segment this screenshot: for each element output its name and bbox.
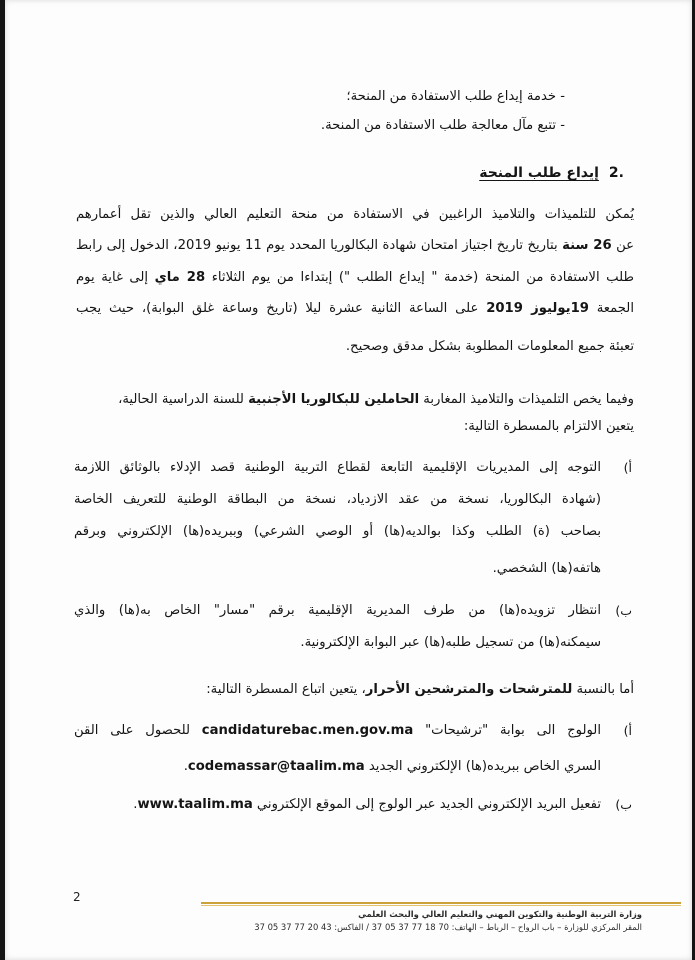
para1-line4: الجمعة 19يوليوز 2019 على الساعة الثانية عشرة ليلا (تاريخ وساعة غلق البوابة)، حيث يجب <box>76 301 634 316</box>
para1-line1: يُمكن للتلميذات والتلاميذ الراغبين في الاستفادة من منحة التعليم العالي والذين تقل أعمارهم <box>76 207 634 222</box>
para3-line1: أما بالنسبة للمترشحات والمترشحين الأحرار، يتعين اتباع المسطرة التالية: <box>206 682 634 697</box>
taalim-site-link[interactable]: www.taalim.ma <box>137 797 253 812</box>
list2-a-line1: الولوج الى بوابة "ترشيحات" candidaturebac.men.gov.ma للحصول على القن <box>74 723 601 738</box>
list2-marker-a: أ) <box>623 723 632 738</box>
candidature-portal-link[interactable]: candidaturebac.men.gov.ma <box>201 723 414 738</box>
list1-a-line2: (شهادة البكالوريا، نسخة من عقد الازدياد، نسخة من البطاقة الوطنية للتعريف الخاصة <box>74 492 601 507</box>
section-title: إيداع طلب المنحة <box>479 165 599 181</box>
footer-rule <box>201 902 681 904</box>
para1-line2: عن 26 سنة بتاريخ تاريخ اجتياز امتحان شهادة البكالوريا المحدد يوم 11 يونيو 2019، الدخول إلى رابط <box>76 238 634 253</box>
list1-b-line1: انتظار تزويده(ها) من طرف المديرية الإقليمية برقم "مسار" الخاص به(ها) والذي <box>74 603 601 618</box>
list1-a-line4: هاتفه(ها) الشخصي. <box>492 561 601 576</box>
service-item-deposit: - خدمة إيداع طلب الاستفادة من المنحة؛ <box>346 89 565 104</box>
para1-line5: تعبئة جميع المعلومات المطلوبة بشكل مدقق وصحيح. <box>345 339 634 354</box>
list1-b-line2: سيمكنه(ها) من تسجيل طلبه(ها) عبر البوابة الإلكترونية. <box>300 635 601 650</box>
list1-a-line3: بصاحب (ة) الطلب وكذا بوالديه(ها) أو الوصي الشرعي) وببريده(ها) الإلكتروني وبرقم <box>74 524 601 539</box>
section-number: .2 <box>608 165 624 181</box>
footer-rule-thin <box>201 905 681 906</box>
footer-address: المقر المركزي للوزارة – باب الرواح – الرباط – الهاتف: 70 18 77 37 05 37 / الفاكس: 43 20 77 37 05 37 <box>254 922 642 932</box>
footer-ministry: وزارة التربية الوطنية والتكوين المهني والتعليم العالي والبحث العلمي <box>358 909 642 919</box>
list2-a-line2: السري الخاص ببريده(ها) الإلكتروني الجديد codemassar@taalim.ma. <box>183 759 601 774</box>
end-date: 19يوليوز 2019 <box>486 301 589 316</box>
free-candidates: للمترشحات والمترشحين الأحرار <box>365 682 573 697</box>
foreign-bac-holders: الحاملين للبكالوريا الأجنبية <box>248 392 420 407</box>
start-date: 28 ماي <box>154 270 206 285</box>
page-number: 2 <box>73 890 81 904</box>
document-page <box>5 0 692 960</box>
section-heading <box>479 164 624 182</box>
codemassar-email[interactable]: codemassar@taalim.ma <box>187 759 365 774</box>
para1-line3: طلب الاستفادة من المنحة (خدمة " إيداع الطلب ") إبتداءا من يوم الثلاثاء 28 ماي إلى غاية يوم <box>76 270 634 285</box>
para2-line1: وفيما يخص التلميذات والتلاميذ المغاربة الحاملين للبكالوريا الأجنبية للسنة الدراسية الحالية، <box>118 392 634 407</box>
list1-a-line1: التوجه إلى المديريات الإقليمية التابعة لقطاع التربية الوطنية قصد الإدلاء بالوثائق اللازمة <box>74 460 601 475</box>
list1-marker-b: ب) <box>615 603 632 618</box>
age-limit: 26 سنة <box>562 238 612 253</box>
service-item-tracking: - تتبع مآل معالجة طلب الاستفادة من المنحة. <box>320 118 565 133</box>
list2-marker-b: ب) <box>615 797 632 812</box>
para2-line2: يتعين الالتزام بالمسطرة التالية: <box>463 419 634 434</box>
list2-b-line1: تفعيل البريد الإلكتروني الجديد عبر الولوج إلى الموقع الإلكتروني www.taalim.ma. <box>133 797 601 812</box>
list1-marker-a: أ) <box>623 460 632 475</box>
